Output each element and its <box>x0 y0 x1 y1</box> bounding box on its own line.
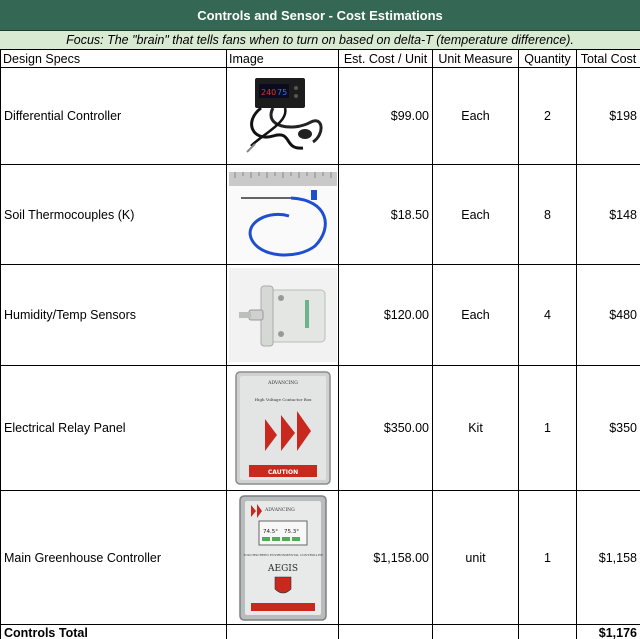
controls-total-value: $1,176 <box>577 625 640 639</box>
col-header-quantity: Quantity <box>519 50 577 68</box>
unit-measure-cell: unit <box>433 491 519 625</box>
relay-panel-photo <box>227 366 339 491</box>
total-cost-cell: $480 <box>577 265 640 366</box>
col-header-unit: Unit Measure <box>433 50 519 68</box>
humidity-sensor-photo <box>227 265 339 366</box>
differential-controller-photo <box>227 68 339 165</box>
controls-total-label: Controls Total <box>1 625 227 639</box>
col-header-spec: Design Specs <box>1 50 227 68</box>
controller-brand: ADVANCING <box>264 507 295 513</box>
unit-measure-cell: Each <box>433 165 519 265</box>
total-cost-cell: $350 <box>577 366 640 491</box>
unit-measure-cell: Each <box>433 68 519 165</box>
unit-cost-cell: $1,158.00 <box>339 491 433 625</box>
unit-cost-cell: $18.50 <box>339 165 433 265</box>
quantity-cell: 4 <box>519 265 577 366</box>
design-spec-cell: Differential Controller <box>1 68 227 165</box>
relay-panel-label: High Voltage Contactor Box <box>254 397 311 402</box>
table-row <box>1 366 640 491</box>
greenhouse-controller-photo <box>227 491 339 625</box>
controller-caption: TOUCHSCREEN ENVIRONMENTAL CONTROLLER <box>242 552 323 557</box>
empty-cell <box>519 625 577 639</box>
quantity-cell: 8 <box>519 165 577 265</box>
quantity-cell: 1 <box>519 491 577 625</box>
unit-cost-cell: $350.00 <box>339 366 433 491</box>
col-header-cost: Est. Cost / Unit <box>339 50 433 68</box>
col-header-total: Total Cost <box>577 50 640 68</box>
total-cost-cell: $198 <box>577 68 640 165</box>
cost-table <box>0 49 640 639</box>
design-spec-cell: Electrical Relay Panel <box>1 366 227 491</box>
sheet-title: Controls and Sensor - Cost Estimations <box>0 0 640 31</box>
table-row <box>1 68 640 165</box>
unit-measure-cell: Each <box>433 265 519 366</box>
design-spec-cell: Humidity/Temp Sensors <box>1 265 227 366</box>
empty-cell <box>227 625 339 639</box>
empty-cell <box>339 625 433 639</box>
totals-row <box>1 625 640 639</box>
controller-reading-1: 74.5° <box>262 528 278 535</box>
header-row <box>1 50 640 68</box>
relay-panel-caution: CAUTION <box>267 469 298 476</box>
total-cost-cell: $148 <box>577 165 640 265</box>
quantity-cell: 2 <box>519 68 577 165</box>
controller-model: AEGIS <box>267 563 298 574</box>
focus-note: Focus: The "brain" that tells fans when to turn on based on delta-T (temperature difference). <box>0 31 640 50</box>
empty-cell <box>433 625 519 639</box>
table-row <box>1 165 640 265</box>
total-cost-cell: $1,158 <box>577 491 640 625</box>
thermocouple-probe-photo <box>227 165 339 265</box>
design-spec-cell: Main Greenhouse Controller <box>1 491 227 625</box>
col-header-image: Image <box>227 50 339 68</box>
relay-panel-brand: ADVANCING <box>267 381 298 386</box>
controller-reading-2: 75.3° <box>283 528 299 535</box>
table-row <box>1 491 640 625</box>
unit-cost-cell: $99.00 <box>339 68 433 165</box>
quantity-cell: 1 <box>519 366 577 491</box>
unit-measure-cell: Kit <box>433 366 519 491</box>
svg-text:240: 240 <box>260 88 276 97</box>
svg-text:75: 75 <box>276 88 287 97</box>
design-spec-cell: Soil Thermocouples (K) <box>1 165 227 265</box>
table-row <box>1 265 640 366</box>
unit-cost-cell: $120.00 <box>339 265 433 366</box>
